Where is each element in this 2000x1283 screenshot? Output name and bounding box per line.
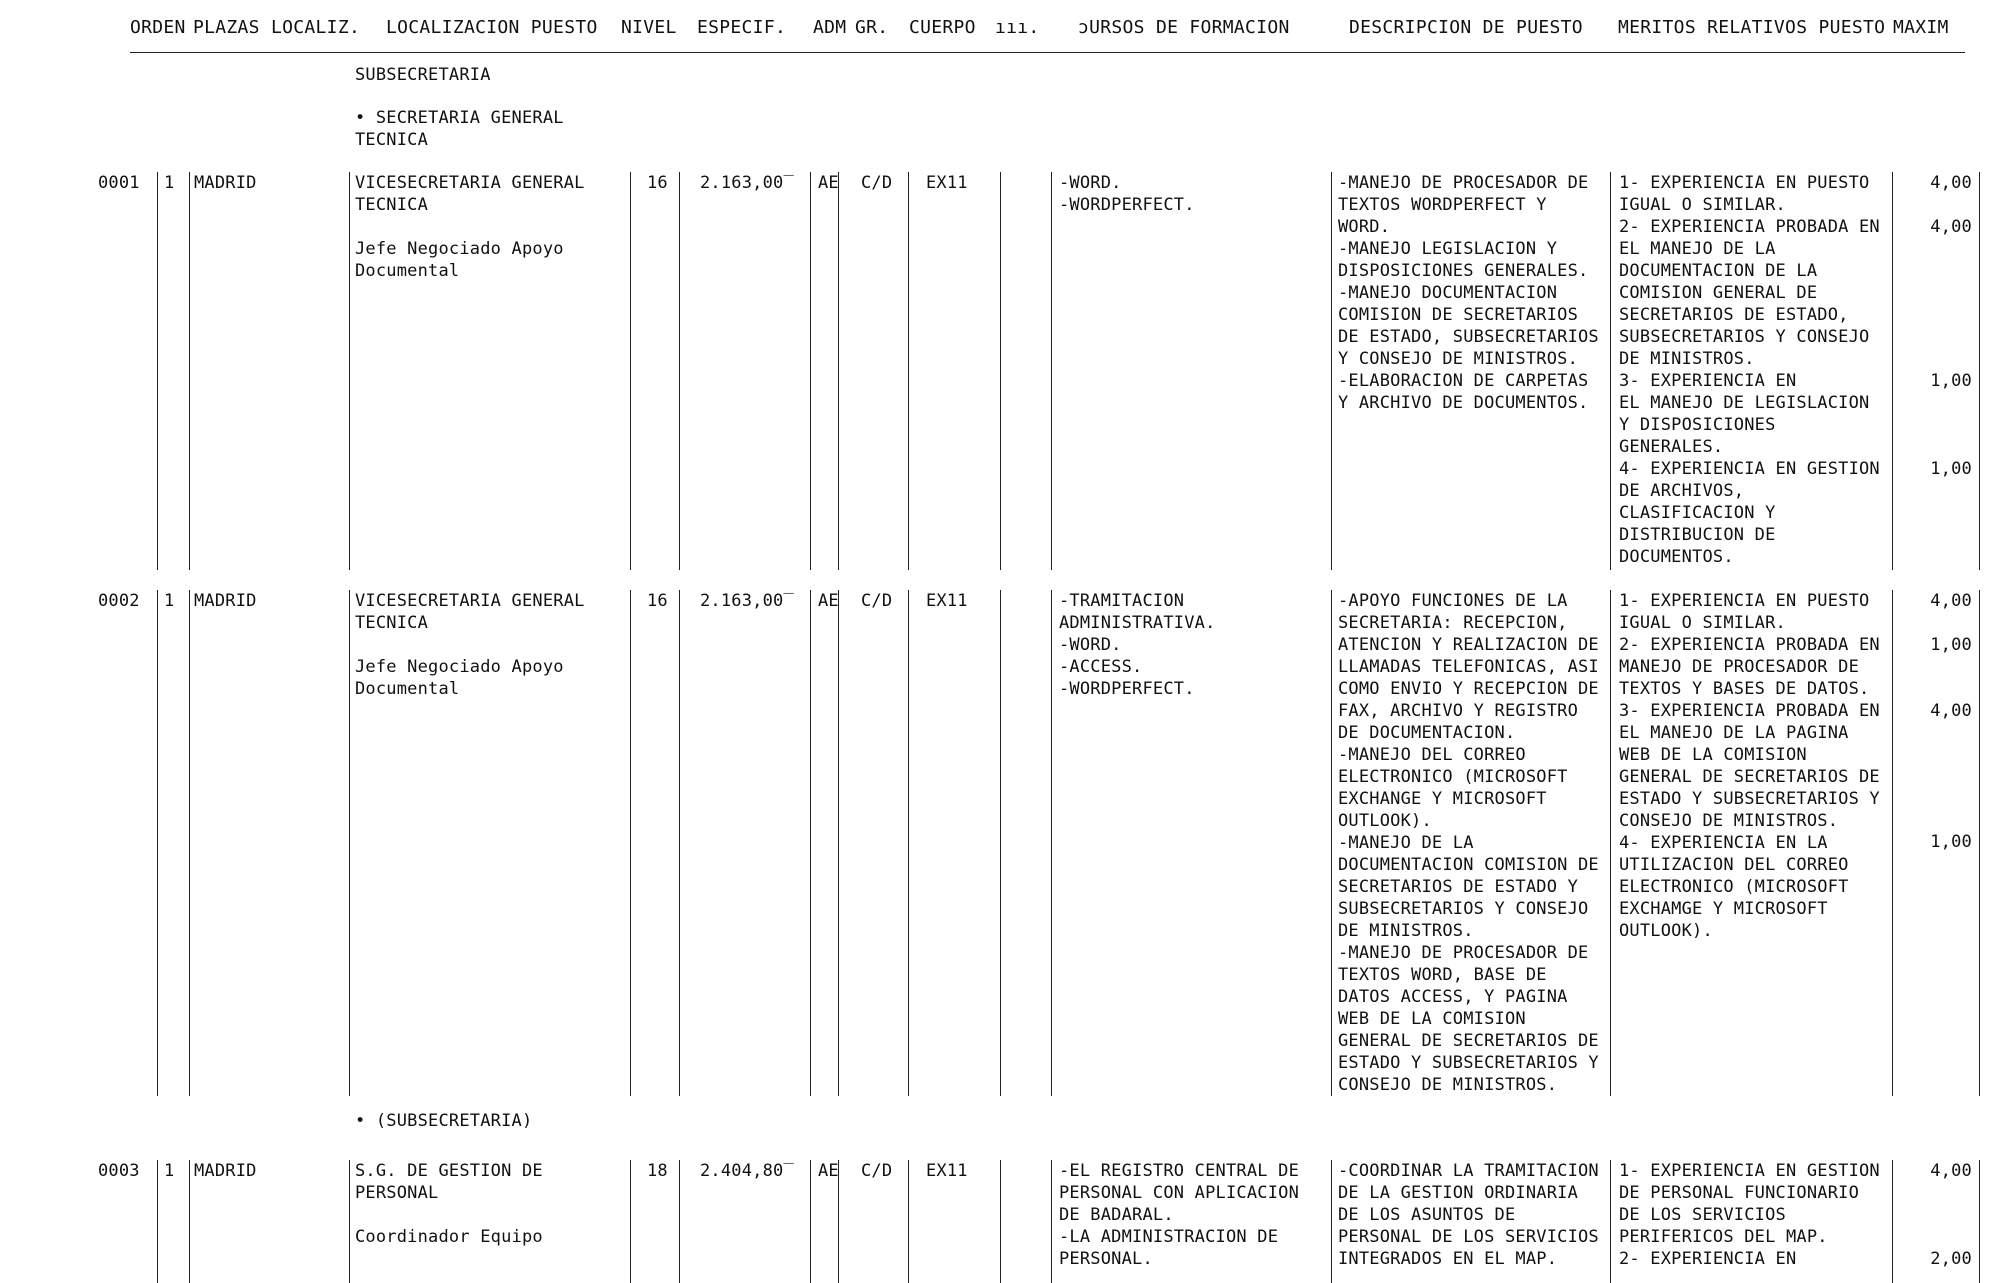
header-localiz: LOCALIZ. [271, 17, 361, 38]
column-separator [838, 590, 839, 1096]
row-descripcion: -COORDINAR LA TRAMITACION DE LA GESTION ORDINARIA DE LOS ASUNTOS DE PERSONAL DE LOS SERVICIOS INTEGRADOS EN EL MAP. [1338, 1161, 1599, 1269]
row-puesto: Jefe Negociado Apoyo Documental [355, 657, 564, 699]
column-separator [1331, 172, 1332, 570]
row-gr: C/D [861, 591, 893, 611]
row-descripcion: -MANEJO DE PROCESADOR DE TEXTOS WORDPERFECT Y WORD. -MANEJO LEGISLACION Y DISPOSICIONES GENERALES. -MANEJO DOCUMENTACION COMISION DE SECRETARIOS DE ESTADO, SUBSECRETARIOS Y CONSEJO DE MINISTROS. -ELABORACION DE CARPETAS Y ARCHIVO DE DOCUMENTOS. [1338, 173, 1599, 413]
column-separator [810, 172, 811, 570]
row-orden: 0002 [98, 591, 140, 611]
row-cuerpo: EX11 [926, 173, 968, 193]
column-separator [349, 1160, 350, 1283]
row-adm: AE [818, 1161, 839, 1181]
column-separator [810, 590, 811, 1096]
row-orden: 0003 [98, 1161, 140, 1181]
column-separator [189, 172, 190, 570]
row-localidad: MADRID [194, 1161, 257, 1181]
row-maxim: 4,00 [1930, 591, 1972, 611]
row-cuerpo: EX11 [926, 591, 968, 611]
column-separator [189, 1160, 190, 1283]
row-maxim: 4,00 [1930, 217, 1972, 237]
row-cuerpo: EX11 [926, 1161, 968, 1181]
row-gr: C/D [861, 173, 893, 193]
header-maxim: MAXIM [1893, 17, 1949, 38]
column-separator [1610, 172, 1611, 570]
row-meritos: 1- EXPERIENCIA EN GESTION DE PERSONAL FUNCIONARIO DE LOS SERVICIOS PERIFERICOS DEL MAP. 2- EXPERIENCIA EN [1619, 1161, 1880, 1269]
column-separator [1000, 1160, 1001, 1283]
header-descripcion: DESCRIPCION DE PUESTO [1349, 17, 1583, 38]
column-separator [1051, 1160, 1052, 1283]
column-separator [679, 590, 680, 1096]
row-maxim: 4,00 [1930, 1161, 1972, 1181]
row-meritos: 1- EXPERIENCIA EN PUESTO IGUAL O SIMILAR. 2- EXPERIENCIA PROBADA EN MANEJO DE PROCESADOR DE TEXTOS Y BASES DE DATOS. 3- EXPERIENCIA PROBADA EN EL MANEJO DE LA PAGINA WEB DE LA COMISION GENERAL DE SECRETARIOS DE ESTADO Y SUBSECRETARIOS Y CONSEJO DE MINISTROS. 4- EXPERIENCIA EN LA UTILIZACION DEL CORREO ELECTRONICO (MICROSOFT EXCHAMGE Y MICROSOFT OUTLOOK). [1619, 591, 1880, 941]
header-localizacion-puesto: LOCALIZACION PUESTO [386, 17, 598, 38]
column-separator [157, 1160, 158, 1283]
column-separator [1000, 172, 1001, 570]
header-titulacion-mark: ııı. [995, 17, 1040, 38]
row-nivel: 16 [647, 591, 668, 611]
column-separator [908, 590, 909, 1096]
row-maxim: 4,00 [1930, 173, 1972, 193]
row-plazas: 1 [164, 591, 175, 611]
section-subsecretaria: SUBSECRETARIA [355, 65, 491, 85]
row-cursos: -WORD. -WORDPERFECT. [1059, 173, 1195, 215]
row-plazas: 1 [164, 173, 175, 193]
column-separator [157, 590, 158, 1096]
header-cuerpo: CUERPO [909, 17, 976, 38]
header-cursos: ɔURSOS DE FORMACION [1078, 17, 1290, 38]
column-separator [1892, 590, 1893, 1096]
column-separator [630, 590, 631, 1096]
row-maxim: 2,00 [1930, 1249, 1972, 1269]
row-puesto: Jefe Negociado Apoyo Documental [355, 239, 564, 281]
column-separator [1610, 590, 1611, 1096]
column-separator [189, 590, 190, 1096]
column-separator [908, 172, 909, 570]
row-unidad: S.G. DE GESTION DE PERSONAL [355, 1161, 543, 1203]
column-separator [349, 172, 350, 570]
column-separator [349, 590, 350, 1096]
column-separator [1892, 172, 1893, 570]
header-plazas: PLAZAS [193, 17, 260, 38]
section-sgt-line2: TECNICA [355, 130, 429, 150]
column-separator [1979, 590, 1980, 1096]
column-separator [679, 1160, 680, 1283]
row-unidad: VICESECRETARIA GENERAL TECNICA [355, 591, 585, 633]
row-adm: AE [818, 173, 839, 193]
header-rule [130, 52, 1965, 53]
row-maxim: 1,00 [1930, 635, 1972, 655]
row-gr: C/D [861, 1161, 893, 1181]
section-sgt-line1: • SECRETARIA GENERAL [355, 108, 564, 128]
row-orden: 0001 [98, 173, 140, 193]
column-separator [1000, 590, 1001, 1096]
column-separator [1892, 1160, 1893, 1283]
column-separator [1051, 590, 1052, 1096]
column-separator [630, 172, 631, 570]
row-especifico: 2.404,80‾ [700, 1161, 794, 1181]
row-puesto: Coordinador Equipo [355, 1227, 543, 1247]
row-adm: AE [818, 591, 839, 611]
section-subsecretaria-paren: • (SUBSECRETARIA) [355, 1111, 533, 1131]
row-unidad: VICESECRETARIA GENERAL TECNICA [355, 173, 585, 215]
row-meritos: 1- EXPERIENCIA EN PUESTO IGUAL O SIMILAR. 2- EXPERIENCIA PROBADA EN EL MANEJO DE LA DOCUMENTACION DE LA COMISION GENERAL DE SECRETARIOS DE ESTADO, SUBSECRETARIOS Y CONSEJO DE MINISTROS. 3- EXPERIENCIA EN EL MANEJO DE LEGISLACION Y DISPOSICIONES GENERALES. 4- EXPERIENCIA EN GESTION DE ARCHIVOS, CLASIFICACION Y DISTRIBUCION DE DOCUMENTOS. [1619, 173, 1880, 567]
row-nivel: 16 [647, 173, 668, 193]
row-especifico: 2.163,00‾ [700, 173, 794, 193]
row-maxim: 1,00 [1930, 371, 1972, 391]
column-separator [679, 172, 680, 570]
column-separator [810, 1160, 811, 1283]
row-nivel: 18 [647, 1161, 668, 1181]
header-meritos: MERITOS RELATIVOS PUESTO [1618, 17, 1886, 38]
row-descripcion: -APOYO FUNCIONES DE LA SECRETARIA: RECEPCION, ATENCION Y REALIZACION DE LLAMADAS TELEFONICAS, ASI COMO ENVIO Y RECEPCION DE FAX, ARCHIVO Y REGISTRO DE DOCUMENTACION. -MANEJO DEL CORREO ELECTRONICO (MICROSOFT EXCHANGE Y MICROSOFT OUTLOOK). -MANEJO DE LA DOCUMENTACION COMISION DE SECRETARIOS DE ESTADO Y SUBSECRETARIOS Y CONSEJO DE MINISTROS. -MANEJO DE PROCESADOR DE TEXTOS WORD, BASE DE DATOS ACCESS, Y PAGINA WEB DE LA COMISION GENERAL DE SECRETARIOS DE ESTADO Y SUBSECRETARIOS Y CONSEJO DE MINISTROS. [1338, 591, 1599, 1095]
column-separator [1051, 172, 1052, 570]
header-especif: ESPECIF. [697, 17, 787, 38]
column-separator [1331, 590, 1332, 1096]
row-cursos: -TRAMITACION ADMINISTRATIVA. -WORD. -ACCESS. -WORDPERFECT. [1059, 591, 1216, 699]
row-maxim: 1,00 [1930, 459, 1972, 479]
column-separator [838, 172, 839, 570]
column-separator [1610, 1160, 1611, 1283]
row-plazas: 1 [164, 1161, 175, 1181]
column-separator [630, 1160, 631, 1283]
row-maxim: 1,00 [1930, 832, 1972, 852]
row-especifico: 2.163,00‾ [700, 591, 794, 611]
column-separator [908, 1160, 909, 1283]
row-maxim: 4,00 [1930, 701, 1972, 721]
column-separator [1979, 1160, 1980, 1283]
column-separator [1331, 1160, 1332, 1283]
header-adm: ADM [813, 17, 847, 38]
header-nivel: NIVEL [621, 17, 677, 38]
row-localidad: MADRID [194, 173, 257, 193]
header-orden: ORDEN [130, 17, 186, 38]
row-localidad: MADRID [194, 591, 257, 611]
column-separator [1979, 172, 1980, 570]
column-separator [838, 1160, 839, 1283]
row-cursos: -EL REGISTRO CENTRAL DE PERSONAL CON APLICACION DE BADARAL. -LA ADMINISTRACION DE PERSONAL. [1059, 1161, 1300, 1269]
header-gr: GR. [855, 17, 889, 38]
column-separator [157, 172, 158, 570]
